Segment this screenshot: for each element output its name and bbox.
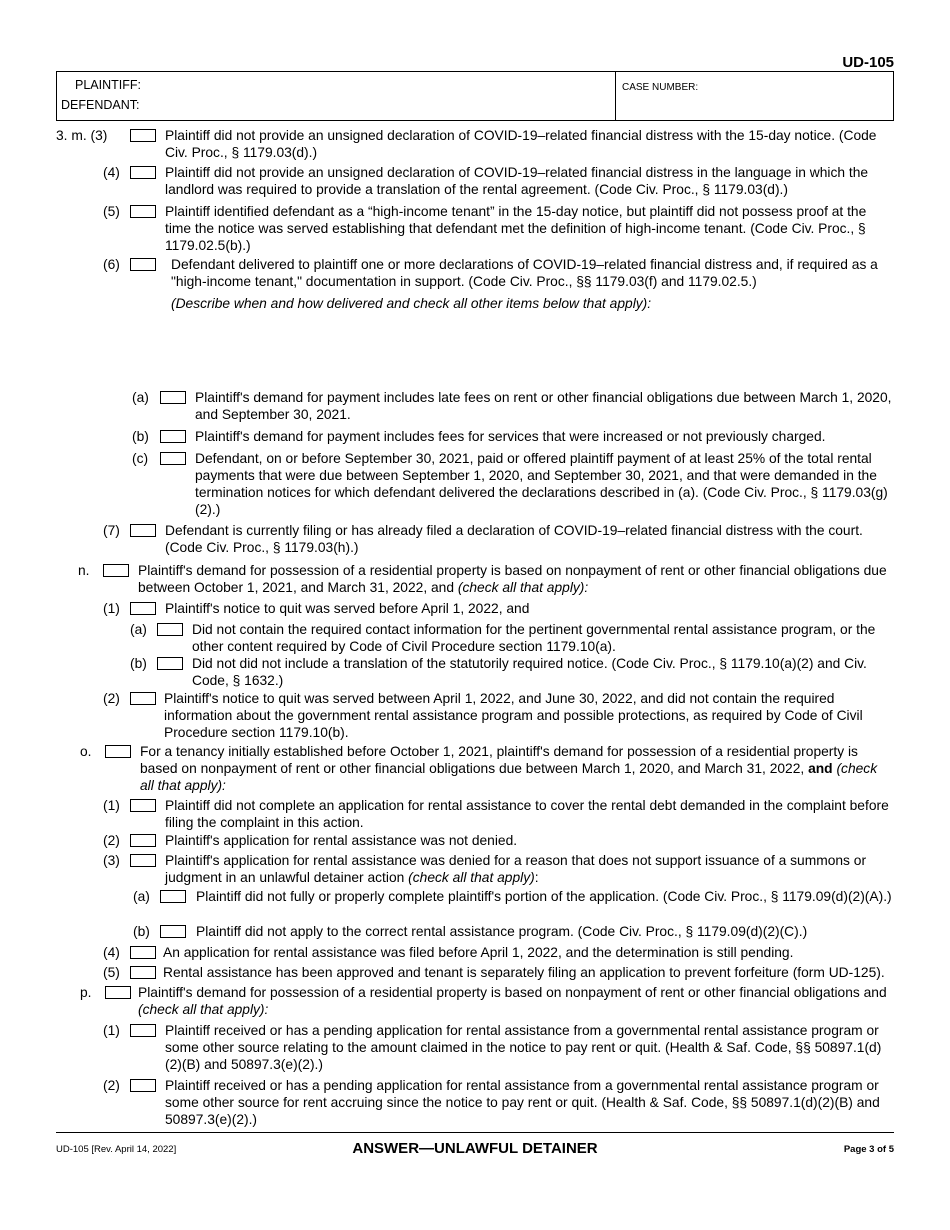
checkbox[interactable] (130, 602, 156, 615)
item-text: Plaintiff received or has a pending application for rental assistance from a governmental rental assistance program or some other source relating to the amount claimed in the notice to pay rent or quit. (Health & Saf. Code, §§ 50897.1(d)(2)(B) and 50897.3(e)(2).) (165, 1023, 882, 1072)
item-text: Plaintiff's application for rental assistance was not denied. (165, 833, 518, 848)
item-text: Plaintiff's notice to quit was served before April 1, 2022, and (165, 601, 530, 616)
checkbox[interactable] (130, 966, 156, 979)
item-text: Plaintiff received or has a pending application for rental assistance from a governmental rental assistance program or some other source for rent accruing since the notice to pay rent or quit. (Health & Saf. Code, §§ 50897.1(d)(2)(B) and 50897.3(e)(2).) (165, 1078, 880, 1127)
checkbox[interactable] (160, 430, 186, 443)
footer-form-revision: UD-105 [Rev. April 14, 2022] (56, 1144, 177, 1155)
checkbox[interactable] (103, 564, 129, 577)
item-label: (7) (103, 523, 120, 538)
item-label: (b) (133, 924, 150, 939)
item-label: o. (80, 744, 92, 759)
item-text: Rental assistance has been approved and tenant is separately filing an application to prevent forfeiture (form UD-125). (163, 965, 885, 980)
defendant-label: DEFENDANT: (61, 98, 140, 112)
form-id: UD-105 (842, 54, 894, 71)
item-label: p. (80, 985, 92, 1000)
item-instruction: (check all that apply) (408, 870, 535, 885)
plaintiff-label: PLAINTIFF: (75, 78, 141, 92)
checkbox[interactable] (157, 623, 183, 636)
item-text: Plaintiff did not complete an application for rental assistance to cover the rental debt demanded in the complaint before filing the complaint in this action. (165, 798, 889, 830)
checkbox[interactable] (160, 890, 186, 903)
item-text: Plaintiff's demand for payment includes late fees on rent or other financial obligations due between March 1, 2020, and September 30, 2021. (195, 390, 892, 422)
item-label: (4) (103, 945, 120, 960)
item-label: (1) (103, 601, 120, 616)
item-label: (2) (103, 691, 120, 706)
item-label: (b) (132, 429, 149, 444)
item-text: For a tenancy initially established before October 1, 2021, plaintiff's demand for possession of a residential property is based on nonpayment of rent or other financial obligations due between March 1, 2020, and March 31, 2022, (140, 744, 858, 776)
checkbox[interactable] (130, 799, 156, 812)
item-label: (c) (132, 451, 149, 466)
checkbox[interactable] (105, 745, 131, 758)
checkbox[interactable] (160, 452, 186, 465)
item-text: Plaintiff's notice to quit was served between April 1, 2022, and June 30, 2022, and did not contain the required information about the government rental assistance program and possible protections, as required by Code of Civil Procedure section 1179.10(b). (164, 691, 863, 740)
item-text: Plaintiff's application for rental assistance was denied for a reason that does not support issuance of a summons or judgment in an unlawful detainer action (165, 853, 867, 885)
footer-page-number: Page 3 of 5 (843, 1144, 894, 1155)
item-instruction: (check all that apply): (457, 580, 589, 595)
item-text: Plaintiff's demand for possession of a residential property is based on nonpayment of rent or other financial obligations and (138, 985, 887, 1000)
item-instruction: (check all that apply): (138, 1002, 269, 1017)
item-label: (2) (103, 833, 120, 848)
item-label: (5) (103, 965, 120, 980)
item-label: (b) (130, 656, 147, 671)
item-label: (5) (103, 204, 120, 219)
item-text: Plaintiff's demand for payment includes fees for services that were increased or not previously charged. (195, 429, 826, 444)
caption-box (56, 71, 894, 121)
describe-field[interactable] (171, 316, 894, 380)
checkbox[interactable] (157, 657, 183, 670)
item-instruction: (check all that apply): (140, 761, 878, 793)
footer-divider (56, 1132, 894, 1133)
item-text: Did not did not include a translation of the statutorily required notice. (Code Civ. Proc., § 1179.10(a)(2) and Civ. Code, § 1632.) (192, 656, 867, 688)
checkbox[interactable] (130, 205, 156, 218)
checkbox[interactable] (160, 925, 186, 938)
item-label: (1) (103, 798, 120, 813)
item-label: (1) (103, 1023, 120, 1038)
item-text: Plaintiff's demand for possession of a residential property is based on nonpayment of rent or other financial obligations due between October 1, 2021, and March 31, 2022, and (138, 563, 887, 595)
checkbox[interactable] (160, 391, 186, 404)
checkbox[interactable] (130, 258, 156, 271)
checkbox[interactable] (130, 854, 156, 867)
checkbox[interactable] (130, 946, 156, 959)
item-text: Defendant delivered to plaintiff one or more declarations of COVID-19–related financial distress and, if required as a "high-income tenant," documentation in support. (Code Civ. Proc., §§ 1179.03(f) and 1179.02.5.) (171, 257, 878, 289)
item-emphasis: and (808, 761, 833, 776)
item-text: Plaintiff did not provide an unsigned declaration of COVID-19–related financial distress with the 15-day notice. (Code Civ. Proc., § 1179.03(d).) (165, 128, 877, 160)
item-label: (3) (103, 853, 120, 868)
item-text: Plaintiff did not fully or properly complete plaintiff's portion of the application. (Code Civ. Proc., § 1179.09(d)(2)(A).) (196, 889, 892, 904)
checkbox[interactable] (130, 1079, 156, 1092)
item-label: (4) (103, 165, 120, 180)
checkbox[interactable] (130, 129, 156, 142)
item-label: (a) (132, 390, 149, 405)
item-text: Defendant, on or before September 30, 2021, paid or offered plaintiff payment of at least 25% of the total rental payments that were due between September 1, 2020, and September 30, 2021, and that were demanded in the termination notices for which defendant delivered the declarations described in (a). (Code Civ. Proc., § 1179.03(g)(2).) (195, 451, 888, 517)
item-label: 3. m. (3) (56, 128, 108, 143)
item-label: (2) (103, 1078, 120, 1093)
checkbox[interactable] (130, 834, 156, 847)
item-label: n. (78, 563, 90, 578)
checkbox[interactable] (130, 692, 156, 705)
footer-form-title: ANSWER—UNLAWFUL DETAINER (352, 1140, 598, 1157)
case-number-label: CASE NUMBER: (622, 82, 699, 93)
item-label: (6) (103, 257, 120, 272)
item-text: Plaintiff did not provide an unsigned declaration of COVID-19–related financial distress in the language in which the landlord was required to provide a translation of the rental agreement. (Code Civ. Proc., § 1179.03(d).) (165, 165, 869, 197)
checkbox[interactable] (130, 524, 156, 537)
item-tail: : (534, 870, 539, 885)
checkbox[interactable] (130, 1024, 156, 1037)
describe-instruction: (Describe when and how delivered and check all other items below that apply): (171, 296, 652, 311)
item-text: Plaintiff did not apply to the correct rental assistance program. (Code Civ. Proc., § 1179.09(d)(2)(C).) (196, 924, 808, 939)
checkbox[interactable] (105, 986, 131, 999)
item-text: Defendant is currently filing or has already filed a declaration of COVID-19–related financial distress with the court. (Code Civ. Proc., § 1179.03(h).) (165, 523, 863, 555)
item-text: An application for rental assistance was filed before April 1, 2022, and the determination is still pending. (163, 945, 794, 960)
item-label: (a) (133, 889, 150, 904)
checkbox[interactable] (130, 166, 156, 179)
item-label: (a) (130, 622, 147, 637)
item-text: Did not contain the required contact information for the pertinent governmental rental assistance program, or the other content required by Code of Civil Procedure section 1179.10(a). (192, 622, 876, 654)
item-text: Plaintiff identified defendant as a “high-income tenant” in the 15-day notice, but plaintiff did not possess proof at the time the notice was served establishing that defendant met the definition of high-income tenant. (Code Civ. Proc., § 1179.02.5(b).) (165, 204, 867, 253)
